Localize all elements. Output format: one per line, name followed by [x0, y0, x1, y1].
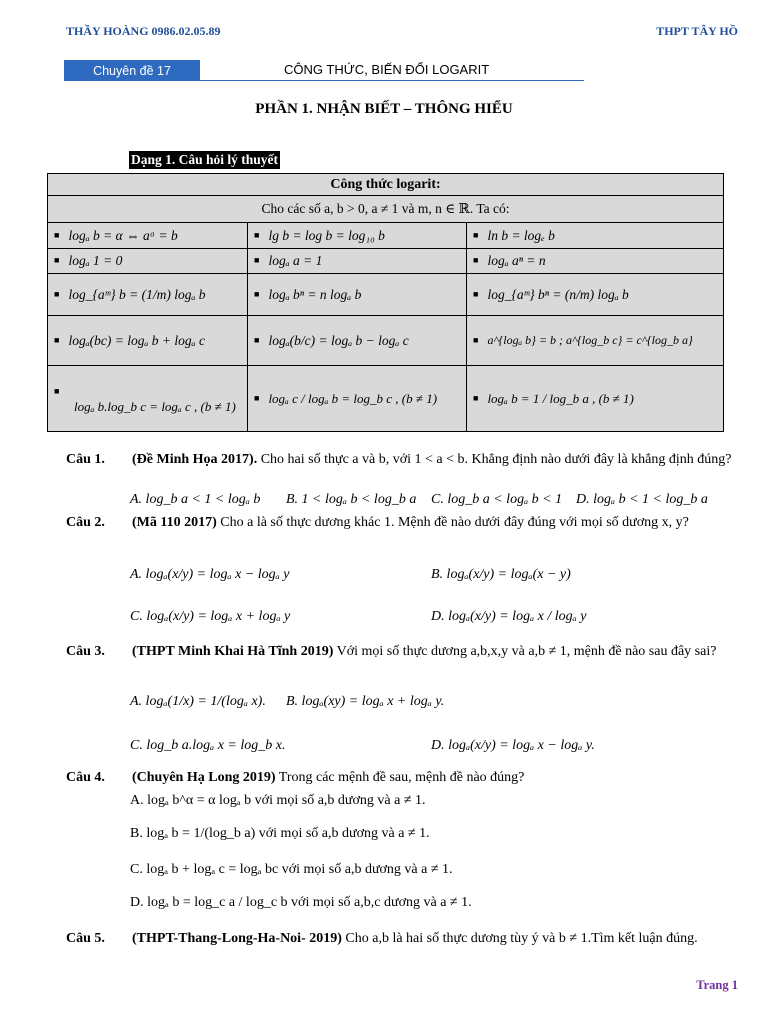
formula-cell: logₐ aⁿ = n: [487, 253, 546, 268]
question-source: (THPT-Thang-Long-Ha-Noi- 2019): [132, 931, 342, 946]
bullet-icon: ■: [254, 288, 260, 299]
formula-table: [47, 173, 724, 432]
bullet-icon: ■: [473, 229, 479, 240]
answer-option[interactable]: A. logₐ b^α = α logₐ b với mọi số a,b dương và a ≠ 1.: [130, 793, 426, 808]
formula-cell: logₐ a = 1: [268, 253, 323, 268]
formula-cell: log_{aᵐ} bⁿ = (n/m) logₐ b: [487, 286, 629, 302]
formula-cell: logₐ bⁿ = n logₐ b: [268, 286, 362, 302]
question-source: (Mã 110 2017): [132, 515, 217, 530]
formula-table-title: Công thức logarit:: [48, 174, 724, 196]
question-2: [66, 513, 741, 555]
formula-cell: a^{logₐ b} = b ; a^{log_b c} = c^{log_b a}: [487, 333, 693, 347]
part-title: PHẦN 1. NHẬN BIẾT – THÔNG HIỂU: [255, 101, 513, 117]
bullet-icon: ■: [54, 255, 60, 265]
bullet-icon: ■: [254, 392, 260, 403]
question-number: Câu 4.: [66, 770, 105, 785]
formula-cell: logₐ b.log_b c = logₐ c , (b ≠ 1): [74, 398, 236, 414]
bullet-icon: ■: [54, 385, 60, 396]
bullet-icon: ■: [54, 288, 60, 299]
answer-option[interactable]: D. logₐ(x/y) = logₐ x / logₐ y: [431, 609, 587, 624]
question-4: [66, 768, 741, 790]
topic-badge: Chuyên đề 17: [64, 60, 200, 81]
bullet-icon: ■: [473, 392, 479, 403]
answer-option[interactable]: A. logₐ(1/x) = 1/(logₐ x).: [130, 694, 266, 709]
question-3: [66, 642, 741, 684]
topic-underline: [200, 80, 584, 81]
answer-option[interactable]: C. log_b a < logₐ b < 1: [431, 492, 563, 507]
answer-option[interactable]: C. log_b a.logₐ x = log_b x.: [130, 738, 286, 753]
formula-cell: ln b = logₑ b: [487, 227, 555, 243]
question-text: Với mọi số thực dương a,b,x,y và a,b ≠ 1, mệnh đề nào sau đây sai?: [336, 644, 717, 659]
formula-cell: logₐ b = α ⇔ aᵅ = b: [68, 227, 178, 243]
question-source: (Chuyên Hạ Long 2019): [132, 770, 276, 785]
page-number: Trang 1: [696, 978, 738, 992]
question-text: Cho a,b là hai số thực dương tùy ý và b ≠ 1.Tìm kết luận đúng.: [345, 931, 698, 946]
bullet-icon: ■: [54, 229, 60, 240]
answer-option[interactable]: C. logₐ(x/y) = logₐ x + logₐ y: [130, 609, 291, 624]
answer-option[interactable]: C. logₐ b + logₐ c = logₐ bc với mọi số a,b dương và a ≠ 1.: [130, 862, 453, 877]
answer-option[interactable]: B. logₐ(x/y) = logₐ(x − y): [431, 567, 571, 582]
question-text: Trong các mệnh đề sau, mệnh đề nào đúng?: [278, 770, 525, 785]
formula-cell: logₐ c / logₐ b = log_b c , (b ≠ 1): [268, 390, 438, 406]
answer-option[interactable]: B. 1 < logₐ b < log_b a: [286, 492, 417, 507]
answer-option[interactable]: D. logₐ(x/y) = logₐ x − logₐ y.: [431, 738, 595, 753]
bullet-icon: ■: [254, 334, 260, 345]
formula-cell: lg b = log b = log₁₀ b: [268, 227, 385, 243]
answer-option[interactable]: D. logₐ b = log_c a / log_c b với mọi số a,b,c dương và a ≠ 1.: [130, 895, 472, 910]
formula-cell: logₐ b = 1 / log_b a , (b ≠ 1): [487, 390, 634, 406]
question-source: (Đề Minh Họa 2017).: [132, 452, 258, 467]
bullet-icon: ■: [473, 334, 479, 345]
bullet-icon: ■: [254, 255, 260, 265]
question-number: Câu 2.: [66, 515, 105, 530]
header-teacher: THẦY HOÀNG 0986.02.05.89: [66, 24, 221, 38]
question-number: Câu 1.: [66, 452, 105, 467]
header-school: THPT TÂY HỒ: [656, 24, 738, 38]
formula-cell: logₐ(b/c) = logₐ b − logₐ c: [268, 332, 409, 348]
bullet-icon: ■: [254, 229, 260, 240]
question-number: Câu 3.: [66, 644, 105, 659]
answer-option[interactable]: A. logₐ(x/y) = logₐ x − logₐ y: [130, 567, 290, 582]
answer-option[interactable]: A. log_b a < 1 < logₐ b: [130, 492, 261, 507]
formula-cell: logₐ 1 = 0: [68, 253, 123, 268]
topic-title: CÔNG THỨC, BIẾN ĐỔI LOGARIT: [284, 62, 490, 77]
formula-cell: log_{aᵐ} b = (1/m) logₐ b: [68, 286, 206, 302]
answer-option[interactable]: B. logₐ b = 1/(log_b a) với mọi số a,b dương và a ≠ 1.: [130, 826, 430, 841]
bullet-icon: ■: [473, 255, 479, 265]
question-5: [66, 929, 741, 971]
answer-option[interactable]: B. logₐ(xy) = logₐ x + logₐ y.: [286, 694, 445, 709]
question-source: (THPT Minh Khai Hà Tĩnh 2019): [132, 644, 334, 659]
section-label: Dạng 1. Câu hỏi lý thuyết: [131, 152, 279, 167]
question-text: Cho a là số thực dương khác 1. Mệnh đề nào dưới đây đúng với mọi số dương x, y?: [220, 515, 689, 530]
question-number: Câu 5.: [66, 931, 105, 946]
formula-table-intro: Cho các số a, b > 0, a ≠ 1 và m, n ∈ ℝ. Ta có:: [48, 196, 724, 223]
answer-option[interactable]: D. logₐ b < 1 < log_b a: [576, 492, 708, 507]
bullet-icon: ■: [54, 334, 60, 345]
bullet-icon: ■: [473, 288, 479, 299]
formula-cell: logₐ(bc) = logₐ b + logₐ c: [68, 332, 205, 348]
question-text: Cho hai số thực a và b, với 1 < a < b. Khẳng định nào dưới đây là khẳng định đúng?: [260, 452, 732, 467]
